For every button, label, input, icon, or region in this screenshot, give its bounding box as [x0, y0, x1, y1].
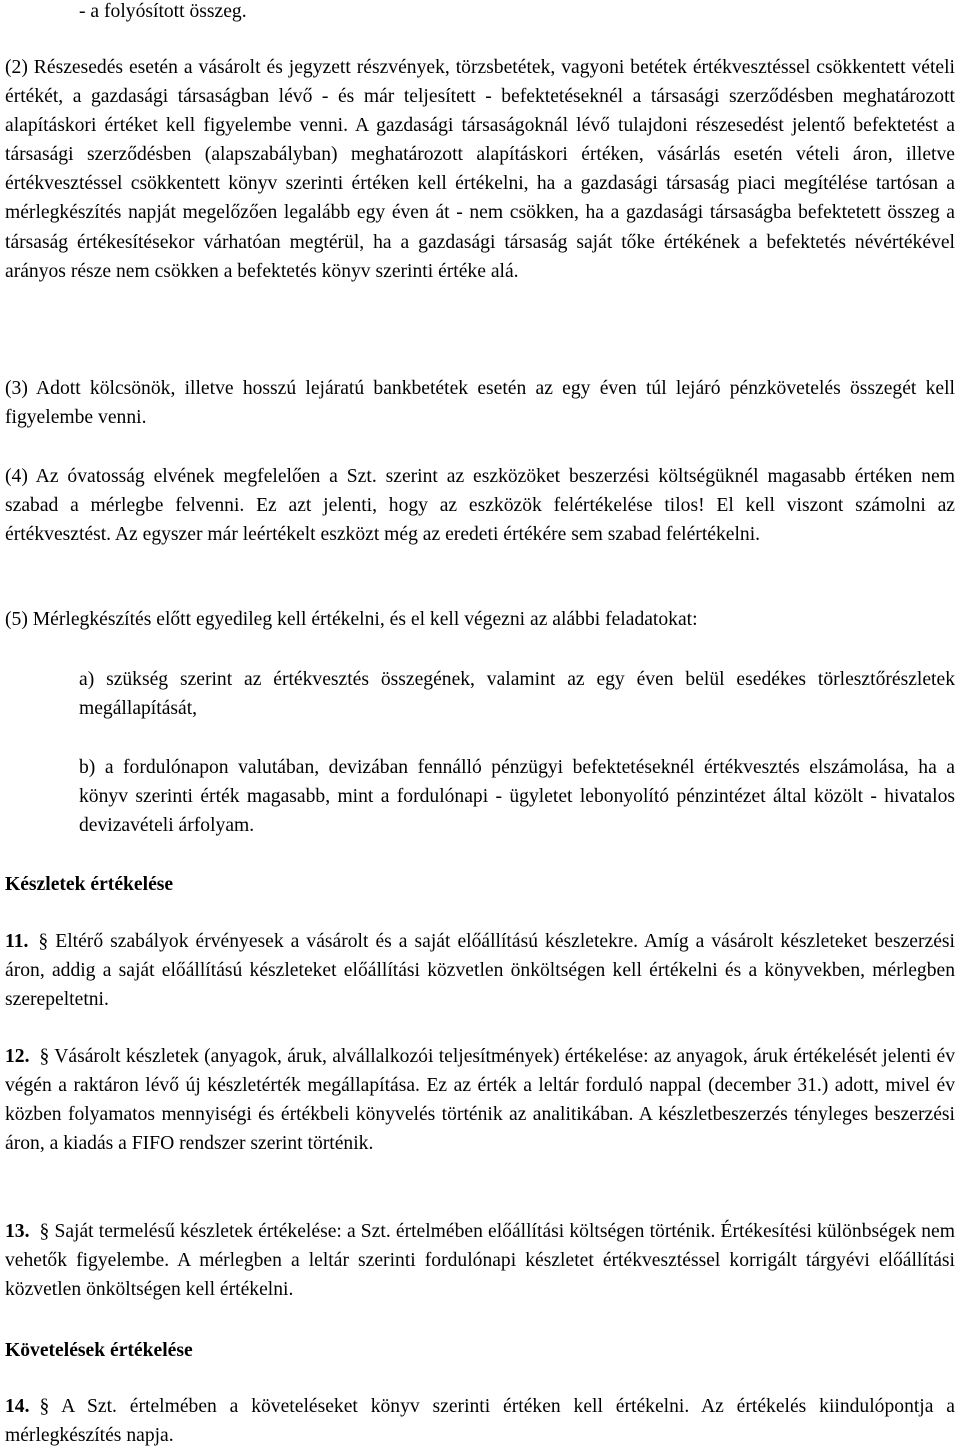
- section-12: [5, 1042, 955, 1158]
- paragraph-2: (2) Részesedés esetén a vásárolt és jegyzett részvények, törzsbetétek, vagyoni betétek értékvesztéssel csökkentett vételi értékét, a gazdasági társaságban lévő - és már teljesített - befektetéseknél a társasági szerződésben meghatározott alapításkori értéket kell figyelembe venni. A gazdasági társaságoknál lévő tulajdoni részesedést jelentő befektetést a társasági szerződésben (alapszabályban) meghatározott alapításkori értéken, vásárlás esetén vételi áron, illetve értékvesztéssel csökkentett könyv szerinti értéken kell értékelni, ha a gazdasági társaság piaci megítélése tartósan a mérlegkészítés napját megelőzően legalább egy éven át - nem csökken, ha a gazdasági társaságba befektetett összeg a társaság értékesítésekor várhatóan megtérül, ha a gazdasági társaság saját tőke értékének a befektetés névértékével arányos része nem csökken a befektetés könyv szerinti értéke alá.: [5, 57, 955, 282]
- section-14-sign: §: [39, 1396, 50, 1417]
- section-11-number: 11.: [5, 931, 29, 952]
- section-11-text: Eltérő szabályok érvényesek a vásárolt és a saját előállítású készletekre. Amíg a vásárolt készleteket beszerzési áron, addig a saját előállítású készleteket előállítási közvetlen önköltségen kell értékelni és a könyvekben, mérlegben szerepeltetni.: [5, 931, 955, 1011]
- paragraph-5a: a) szükség szerint az értékvesztés összegének, valamint az egy éven belül esedékes törlesztőrészletek megállapítását,: [79, 669, 955, 720]
- section-12-sign: §: [39, 1046, 50, 1067]
- heading-keszletek: Készletek értékelése: [5, 874, 174, 895]
- paragraph-5b: b) a fordulónapon valutában, devizában fennálló pénzügyi befektetéseknél értékvesztés elszámolása, ha a könyv szerinti érték magasabb, mint a fordulónapi - ügyletet lebonyolító pénzintézet által közölt - hivatalos devizavételi árfolyam.: [79, 757, 955, 837]
- section-14: [5, 1392, 955, 1450]
- section-13-text: Saját termelésű készletek értékelése: a Szt. értelmében előállítási költségen történik. Értékesítési különbségek nem vehetők figyelembe. A mérlegben a leltár szerinti fordulónapi készletet értékvesztéssel korrigált tárgyévi előállítási közvetlen önköltségen kell értékelni.: [5, 1221, 955, 1301]
- section-14-text: A Szt. értelmében a követeléseket könyv szerinti értéken kell értékelni. Az értékelés kiindulópontja a mérlegkészítés napja.: [5, 1396, 955, 1447]
- section-13-sign: §: [39, 1221, 50, 1242]
- section-11: [5, 927, 955, 1014]
- section-13-number: 13.: [5, 1221, 30, 1242]
- paragraph-3: (3) Adott kölcsönök, illetve hosszú lejáratú bankbetétek esetén az egy éven túl lejáró pénzkövetelés összegét kell figyelembe venni.: [5, 378, 955, 429]
- top-line: - a folyósított összeg.: [79, 1, 247, 22]
- section-11-sign: §: [38, 931, 49, 952]
- heading-kovetelesek: Követelések értékelése: [5, 1340, 193, 1361]
- paragraph-4: (4) Az óvatosság elvének megfelelően a Szt. szerint az eszközöket beszerzési költségüknél magasabb értéken nem szabad a mérlegbe felvenni. Ez azt jelenti, hogy az eszközök felértékelése tilos! El kell viszont számolni az értékvesztést. Az egyszer már leértékelt eszközt még az eredeti értékére sem szabad felértékelni.: [5, 466, 955, 546]
- paragraph-5: (5) Mérlegkészítés előtt egyedileg kell értékelni, és el kell végezni az alábbi feladatokat:: [5, 609, 698, 630]
- section-12-number: 12.: [5, 1046, 30, 1067]
- section-13: [5, 1217, 955, 1304]
- section-14-number: 14.: [5, 1396, 30, 1417]
- section-12-text: Vásárolt készletek (anyagok, áruk, alvállalkozói teljesítmények) értékelése: az anyagok, áruk értékelését jelenti év végén a raktáron lévő új készletérték megállapítása. Ez az érték a leltár forduló nappal (december 31.) adott, mivel év közben folyamatos mennyiségi és értékbeli könyvelés történik az analitikában. A készletbeszerzés tényleges beszerzési áron, a kiadás a FIFO rendszer szerint történik.: [5, 1046, 956, 1155]
